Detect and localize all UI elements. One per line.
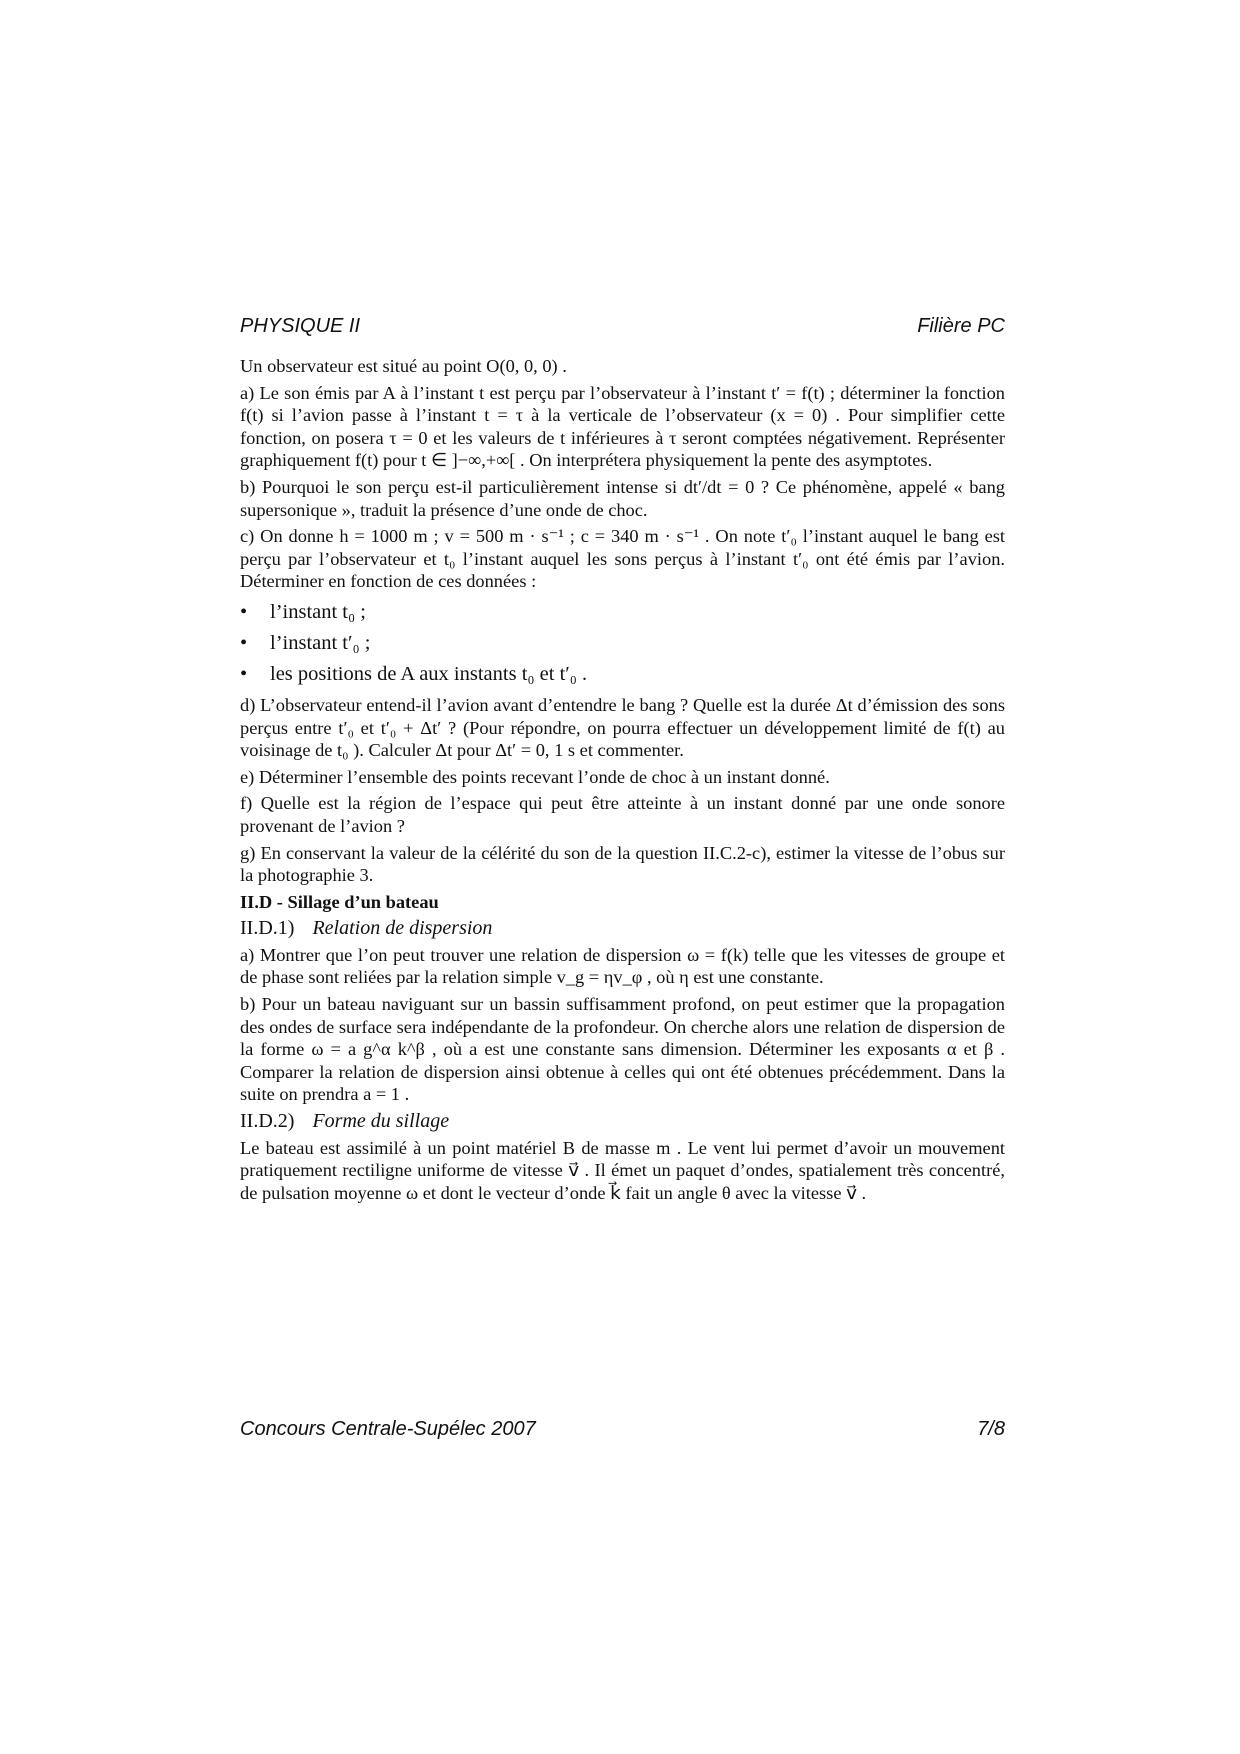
header-right: Filière PC bbox=[917, 315, 1005, 337]
question-d: d) L’observateur entend-il l’avion avant d’entendre le bang ? Quelle est la durée Δt d’émission des sons perçus entre t′₀ et t′₀ + Δt′ ? (Pour répondre, on pourra effectuer un développement limité de f(t) au voisinage de t₀ ). Calculer Δt pour Δt′ = 0, 1 s et commenter. bbox=[240, 694, 1005, 761]
question-c: c) On donne h = 1000 m ; v = 500 m · s⁻¹ ; c = 340 m · s⁻¹ . On note t′₀ l’instant auquel le bang est perçu par l’observateur et t₀ l’instant auquel les sons perçus à l’instant t′₀ ont été émis par l’avion. Déterminer en fonction de ces données : bbox=[240, 526, 1005, 592]
subsection-heading-2 bbox=[240, 1110, 1005, 1133]
list-item: • l’instant t′₀ ; bbox=[240, 628, 1005, 659]
page-number: 7/8 bbox=[977, 1418, 1005, 1440]
footer-left: Concours Centrale-Supélec 2007 bbox=[240, 1418, 536, 1440]
question-g: g) En conservant la valeur de la célérité du son de la question II.C.2-c), estimer la vitesse de l’obus sur la photographie 3. bbox=[240, 842, 1005, 886]
section-heading: II.D - Sillage d’un bateau bbox=[240, 891, 439, 912]
header-left: PHYSIQUE II bbox=[240, 315, 361, 337]
question-d1b: b) Pour un bateau naviguant sur un bassin suffisamment profond, on peut estimer que la propagation des ondes de surface sera indépendante de la profondeur. On cherche alors une relation de dispersion de la forme ω = a g^α k^β , où a est une constante sans dimension. Déterminer les exposants α et β . Comparer la relation de dispersion ainsi obtenue à celles qui ont été obtenues précédemment. Dans la suite on prendra a = 1 . bbox=[240, 994, 1005, 1105]
question-e: e) Déterminer l’ensemble des points recevant l’onde de choc à un instant donné. bbox=[240, 766, 830, 787]
paragraph-d2: Le bateau est assimilé à un point matériel B de masse m . Le vent lui permet d’avoir un mouvement pratiquement rectiligne uniforme de vitesse v⃗ . Il émet un paquet d’ondes, spatialement très concentré, de pulsation moyenne ω et dont le vecteur d’onde k⃗ fait un angle θ avec la vitesse v⃗ . bbox=[240, 1137, 1005, 1203]
subsection-title: Relation de dispersion bbox=[312, 917, 493, 940]
list-item: • les positions de A aux instants t₀ et t′₀ . bbox=[240, 659, 1005, 690]
question-b: b) Pourquoi le son perçu est-il particulièrement intense si dt′/dt = 0 ? Ce phénomène, appelé « bang supersonique », traduit la présence d’une onde de choc. bbox=[240, 476, 1005, 520]
bullet-list bbox=[240, 597, 1005, 690]
list-item: • l’instant t₀ ; bbox=[240, 597, 1005, 628]
question-a: a) Le son émis par A à l’instant t est perçu par l’observateur à l’instant t′ = f(t) ; déterminer la fonction f(t) si l’avion passe à l’instant t = τ à la verticale de l’observateur (x = 0) . Pour simplifier cette fonction, on posera τ = 0 et les valeurs de t inférieures à τ seront comptées négativement. Représenter graphiquement f(t) pour t ∈ ]−∞,+∞[ . On interprétera physiquement la pente des asymptotes. bbox=[240, 382, 1005, 471]
question-d1a: a) Montrer que l’on peut trouver une relation de dispersion ω = f(k) telle que les vitesses de groupe et de phase sont reliées par la relation simple v_g = ηv_φ , où η est une constante. bbox=[240, 944, 1005, 988]
subsection-title: Forme du sillage bbox=[312, 1110, 450, 1133]
question-f: f) Quelle est la région de l’espace qui peut être atteinte à un instant donné par une onde sonore provenant de l’avion ? bbox=[240, 793, 1005, 836]
document-page bbox=[240, 0, 1005, 1754]
document-body bbox=[240, 355, 1005, 1208]
paragraph-intro: Un observateur est situé au point O(0, 0, 0) . bbox=[240, 356, 567, 376]
subsection-heading-1 bbox=[240, 917, 1005, 940]
subsection-number: II.D.1) bbox=[240, 917, 295, 940]
subsection-number: II.D.2) bbox=[240, 1110, 295, 1133]
